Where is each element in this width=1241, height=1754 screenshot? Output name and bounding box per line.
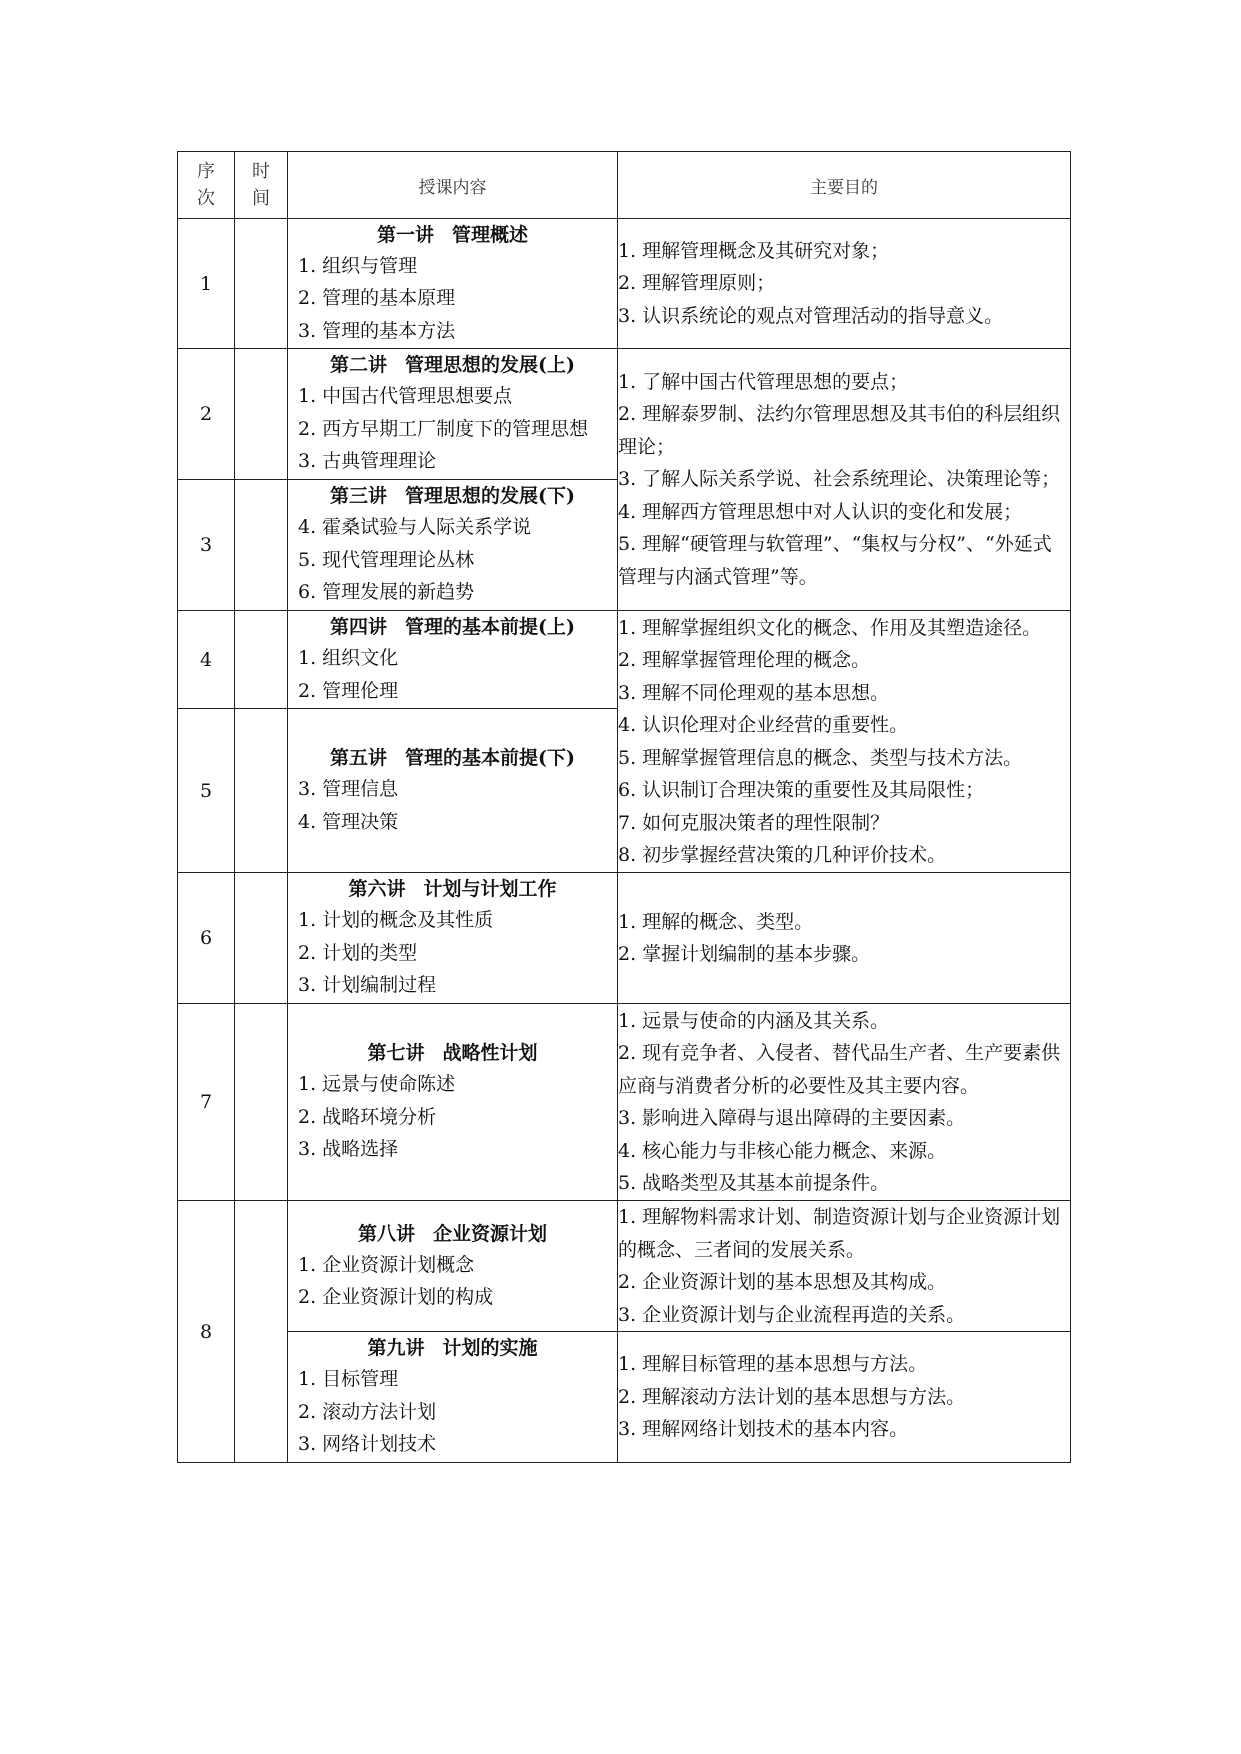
goal-item: 4. 理解西方管理思想中对人认识的变化和发展； bbox=[618, 500, 1023, 523]
topic-item: 3. 管理的基本方法 bbox=[298, 319, 456, 342]
topic-item: 1. 组织文化 bbox=[298, 647, 399, 669]
lecture-name: 管理概述 bbox=[452, 223, 529, 246]
lecture-prefix: 第一讲 bbox=[376, 223, 434, 246]
header-seq-char-2: 次 bbox=[197, 188, 215, 209]
goal-item: 1. 理解目标管理的基本思想与方法。 bbox=[618, 1353, 928, 1376]
content-cell bbox=[288, 480, 618, 611]
header-seq bbox=[178, 152, 235, 219]
content-cell bbox=[288, 1004, 618, 1201]
goal-item: 8. 初步掌握经营决策的几种评价技术。 bbox=[618, 844, 947, 866]
header-purpose: 主要目的 bbox=[618, 152, 1071, 219]
goal-item: 3. 认识系统论的观点对管理活动的指导意义。 bbox=[618, 304, 1004, 327]
goal-item: 2. 企业资源计划的基本思想及其构成。 bbox=[618, 1271, 947, 1293]
topic-item: 6. 管理发展的新趋势 bbox=[298, 581, 475, 604]
time-cell bbox=[235, 611, 288, 709]
lecture-name: 计划与计划工作 bbox=[423, 878, 557, 901]
lecture-name: 企业资源计划 bbox=[433, 1222, 548, 1245]
table-row bbox=[178, 1004, 1071, 1201]
time-cell bbox=[235, 873, 288, 1004]
topic-item: 2. 管理伦理 bbox=[298, 679, 399, 702]
topic-item: 3. 管理信息 bbox=[298, 778, 399, 800]
topic-item: 1. 组织与管理 bbox=[298, 254, 418, 277]
purpose-cell bbox=[618, 349, 1071, 611]
goal-item: 3. 影响进入障碍与退出障碍的主要因素。 bbox=[618, 1107, 966, 1129]
time-cell bbox=[235, 219, 288, 349]
goal-item: 2. 理解滚动方法计划的基本思想与方法。 bbox=[618, 1385, 966, 1408]
topic-item: 2. 战略环境分析 bbox=[298, 1105, 437, 1128]
table-row bbox=[178, 1332, 1071, 1463]
topic-item: 1. 目标管理 bbox=[298, 1368, 399, 1391]
seq-cell: 6 bbox=[178, 873, 235, 1004]
content-cell bbox=[288, 219, 618, 349]
purpose-cell bbox=[618, 219, 1071, 349]
lecture-title bbox=[288, 220, 617, 250]
goal-item: 1. 理解物料需求计划、制造资源计划与企业资源计划的概念、三者间的发展关系。 bbox=[618, 1206, 1061, 1261]
lecture-title bbox=[288, 481, 617, 511]
goal-item: 2. 理解掌握管理伦理的概念。 bbox=[618, 649, 871, 671]
syllabus-table bbox=[177, 151, 1071, 1463]
table-row bbox=[178, 349, 1071, 480]
lecture-prefix: 第四讲 bbox=[330, 616, 388, 638]
purpose-cell bbox=[618, 611, 1071, 873]
time-cell bbox=[235, 1201, 288, 1463]
time-cell bbox=[235, 349, 288, 480]
topic-item: 1. 远景与使命陈述 bbox=[298, 1073, 456, 1096]
topic-item: 2. 管理的基本原理 bbox=[298, 287, 456, 310]
lecture-name: 管理的基本前提(上) bbox=[405, 616, 575, 638]
header-content: 授课内容 bbox=[288, 152, 618, 219]
content-cell bbox=[288, 611, 618, 709]
topic-item: 2. 滚动方法计划 bbox=[298, 1400, 437, 1423]
seq-cell: 1 bbox=[178, 219, 235, 349]
topic-item: 3. 战略选择 bbox=[298, 1138, 399, 1161]
goal-item: 4. 核心能力与非核心能力概念、来源。 bbox=[618, 1139, 947, 1162]
goal-item: 7. 如何克服决策者的理性限制？ bbox=[618, 811, 890, 834]
seq-cell: 4 bbox=[178, 611, 235, 709]
content-cell bbox=[288, 873, 618, 1004]
time-cell bbox=[235, 1004, 288, 1201]
header-seq-char-1: 序 bbox=[197, 161, 215, 182]
goal-item: 3. 理解网络计划技术的基本内容。 bbox=[618, 1418, 909, 1441]
goal-item: 2. 现有竞争者、入侵者、替代品生产者、生产要素供应商与消费者分析的必要性及其主要内容。 bbox=[618, 1042, 1061, 1097]
goal-item: 3. 了解人际关系学说、社会系统理论、决策理论等； bbox=[618, 468, 1061, 491]
topic-item: 3. 古典管理理论 bbox=[298, 450, 437, 473]
goal-item: 3. 企业资源计划与企业流程再造的关系。 bbox=[618, 1303, 966, 1326]
lecture-title bbox=[288, 1038, 617, 1068]
content-cell bbox=[288, 709, 618, 873]
lecture-title bbox=[288, 612, 617, 642]
goal-item: 5. 理解掌握管理信息的概念、类型与技术方法。 bbox=[618, 746, 1023, 769]
header-time bbox=[235, 152, 288, 219]
lecture-prefix: 第八讲 bbox=[357, 1222, 415, 1245]
goal-item: 1. 理解管理概念及其研究对象； bbox=[618, 239, 890, 262]
topic-item: 4. 管理决策 bbox=[298, 810, 399, 833]
topic-item: 1. 中国古代管理思想要点 bbox=[298, 385, 513, 408]
goal-item: 1. 了解中国古代管理思想的要点； bbox=[618, 370, 909, 393]
goal-item: 2. 理解泰罗制、法约尔管理思想及其韦伯的科层组织理论； bbox=[618, 403, 1061, 458]
purpose-cell bbox=[618, 873, 1071, 1004]
goal-item: 1. 远景与使命的内涵及其关系。 bbox=[618, 1009, 890, 1032]
lecture-title bbox=[288, 874, 617, 904]
goal-item: 6. 认识制订合理决策的重要性及其局限性； bbox=[618, 779, 985, 801]
purpose-cell bbox=[618, 1004, 1071, 1201]
topic-item: 5. 现代管理理论丛林 bbox=[298, 548, 475, 571]
header-row bbox=[178, 152, 1071, 219]
purpose-cell bbox=[618, 1201, 1071, 1332]
goal-item: 4. 认识伦理对企业经营的重要性。 bbox=[618, 714, 909, 736]
topic-item: 3. 网络计划技术 bbox=[298, 1433, 437, 1456]
lecture-title bbox=[288, 1333, 617, 1363]
content-cell bbox=[288, 1332, 618, 1463]
header-time-char-1: 时 bbox=[252, 161, 270, 182]
header-time-char-2: 间 bbox=[252, 188, 270, 209]
topic-item: 3. 计划编制过程 bbox=[298, 974, 437, 997]
lecture-title bbox=[288, 350, 617, 380]
lecture-name: 管理的基本前提(下) bbox=[405, 747, 575, 769]
topic-item: 1. 计划的概念及其性质 bbox=[298, 909, 494, 932]
lecture-title bbox=[288, 743, 617, 773]
seq-cell: 7 bbox=[178, 1004, 235, 1201]
table-row bbox=[178, 611, 1071, 709]
lecture-name: 战略性计划 bbox=[442, 1042, 538, 1065]
goal-item: 5. 战略类型及其基本前提条件。 bbox=[618, 1172, 890, 1194]
goal-item: 2. 掌握计划编制的基本步骤。 bbox=[618, 943, 871, 965]
content-cell bbox=[288, 1201, 618, 1332]
time-cell bbox=[235, 480, 288, 611]
table-row bbox=[178, 1201, 1071, 1332]
lecture-title bbox=[288, 1219, 617, 1249]
seq-cell: 5 bbox=[178, 709, 235, 873]
goal-item: 1. 理解的概念、类型。 bbox=[618, 910, 814, 933]
purpose-cell bbox=[618, 1332, 1071, 1463]
lecture-name: 计划的实施 bbox=[442, 1337, 538, 1360]
goal-item: 2. 理解管理原则； bbox=[618, 272, 776, 295]
goal-item: 5. 理解“硬管理与软管理”、“集权与分权”、“外延式管理与内涵式管理”等。 bbox=[618, 533, 1052, 588]
topic-item: 2. 西方早期工厂制度下的管理思想 bbox=[298, 417, 589, 440]
lecture-prefix: 第六讲 bbox=[348, 878, 406, 901]
lecture-prefix: 第九讲 bbox=[367, 1337, 425, 1360]
lecture-prefix: 第二讲 bbox=[330, 354, 388, 377]
goal-item: 3. 理解不同伦理观的基本思想。 bbox=[618, 681, 890, 704]
topic-item: 2. 企业资源计划的构成 bbox=[298, 1286, 494, 1308]
goal-item: 1. 理解掌握组织文化的概念、作用及其塑造途径。 bbox=[618, 616, 1042, 639]
lecture-prefix: 第七讲 bbox=[367, 1042, 425, 1065]
seq-cell: 8 bbox=[178, 1201, 235, 1463]
table-row bbox=[178, 219, 1071, 349]
seq-cell: 3 bbox=[178, 480, 235, 611]
lecture-prefix: 第三讲 bbox=[330, 485, 388, 508]
time-cell bbox=[235, 709, 288, 873]
topic-item: 2. 计划的类型 bbox=[298, 941, 418, 964]
lecture-name: 管理思想的发展(上) bbox=[405, 354, 575, 377]
lecture-name: 管理思想的发展(下) bbox=[405, 485, 575, 508]
content-cell bbox=[288, 349, 618, 480]
topic-item: 4. 霍桑试验与人际关系学说 bbox=[298, 516, 532, 539]
seq-cell: 2 bbox=[178, 349, 235, 480]
topic-item: 1. 企业资源计划概念 bbox=[298, 1253, 475, 1276]
table-row bbox=[178, 873, 1071, 1004]
lecture-prefix: 第五讲 bbox=[330, 747, 388, 769]
